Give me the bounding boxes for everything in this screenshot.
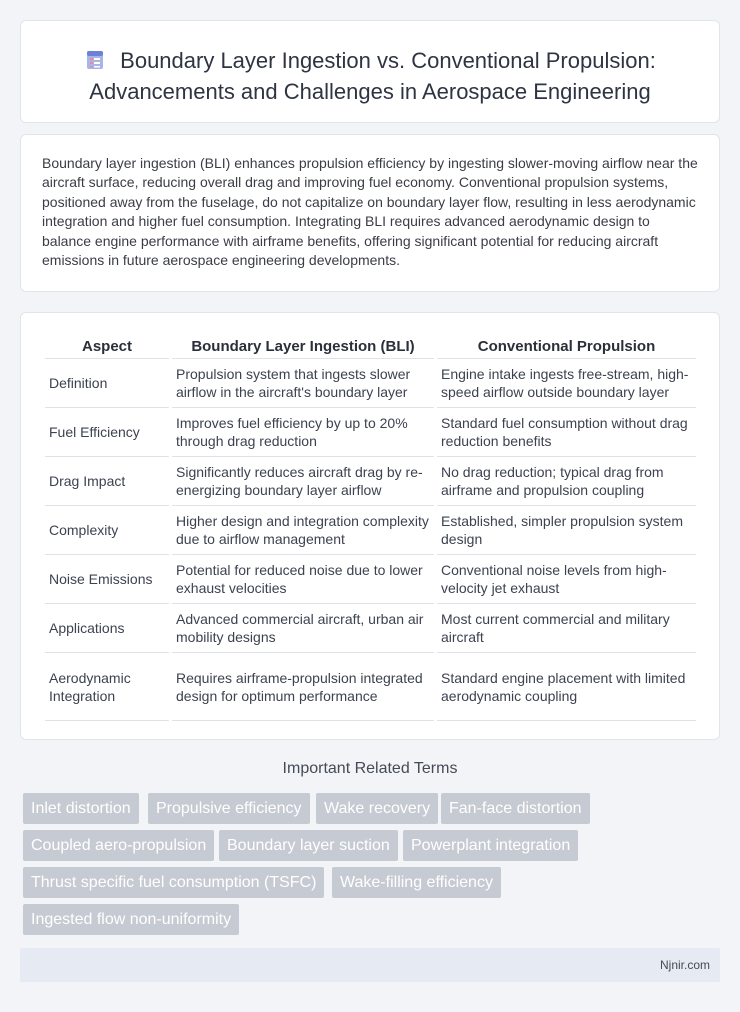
cell-bli: Potential for reduced noise due to lower exhaust velocities [172,555,434,604]
cell-bli: Significantly reduces aircraft drag by re-energizing boundary layer airflow [172,457,434,506]
cell-bli: Advanced commercial aircraft, urban air mobility designs [172,604,434,653]
comparison-table [42,333,699,721]
table-row [45,359,696,408]
cell-conventional: Established, simpler propulsion system design [437,506,696,555]
table-row [45,604,696,653]
cell-bli: Propulsion system that ingests slower airflow in the aircraft's boundary layer [172,359,434,408]
related-terms-title: Important Related Terms [282,760,458,777]
cell-bli: Improves fuel efficiency by up to 20% through drag reduction [172,408,434,457]
comparison-card [20,312,720,740]
footer-site-link[interactable]: Njnir.com [659,958,710,972]
footer [20,948,720,982]
cell-aspect: Drag Impact [45,457,169,506]
related-term-tag[interactable]: Ingested flow non-uniformity [23,904,239,935]
intro-card [20,134,720,292]
related-term-tag[interactable]: Coupled aero-propulsion [23,830,214,861]
column-header-aspect: Aspect [45,333,169,359]
page-title: Boundary Layer Ingestion vs. Conventional Propulsion: Advancements and Challenges in Aerospace Engineering [89,48,656,104]
related-term-tag[interactable]: Boundary layer suction [219,830,398,861]
table-row [45,555,696,604]
cell-conventional: No drag reduction; typical drag from airframe and propulsion coupling [437,457,696,506]
table-row [45,408,696,457]
cell-aspect: Fuel Efficiency [45,408,169,457]
related-term-tag[interactable]: Wake recovery [316,793,438,824]
intro-paragraph: Boundary layer ingestion (BLI) enhances propulsion efficiency by ingesting slower-moving airflow near the aircraft surface, reducing overall drag and improving fuel economy. Conventional propulsion systems, positioned away from the fuselage, do not capitalize on boundary layer flow, resulting in less aerodynamic integration and higher fuel consumption. Integrating BLI requires advanced aerodynamic design to balance engine performance with airframe benefits, offering significant potential for reducing aircraft emissions in future aerospace engineering developments. [42,155,698,269]
cell-bli: Higher design and integration complexity due to airflow management [172,506,434,555]
related-term-tag[interactable]: Inlet distortion [23,793,139,824]
cell-conventional: Most current commercial and military aircraft [437,604,696,653]
cell-aspect: Definition [45,359,169,408]
cell-aspect: Applications [45,604,169,653]
page-title-wrap [21,45,719,107]
cell-conventional: Standard engine placement with limited aerodynamic coupling [437,653,696,721]
column-header-conventional: Conventional Propulsion [437,333,696,359]
related-term-tag[interactable]: Propulsive efficiency [148,793,310,824]
table-row [45,506,696,555]
table-row [45,653,696,721]
cell-aspect: Noise Emissions [45,555,169,604]
cell-conventional: Standard fuel consumption without drag reduction benefits [437,408,696,457]
cell-aspect: Complexity [45,506,169,555]
related-term-tag[interactable]: Wake-filling efficiency [332,867,501,898]
cell-conventional: Conventional noise levels from high-velocity jet exhaust [437,555,696,604]
table-row [45,457,696,506]
column-header-bli: Boundary Layer Ingestion (BLI) [172,333,434,359]
title-card [20,20,720,123]
cell-bli: Requires airframe-propulsion integrated design for optimum performance [172,653,434,721]
document-icon [84,49,106,71]
related-term-tag[interactable]: Fan-face distortion [441,793,590,824]
related-term-tag[interactable]: Thrust specific fuel consumption (TSFC) [23,867,324,898]
table-header-row [45,333,696,359]
cell-conventional: Engine intake ingests free-stream, high-speed airflow outside boundary layer [437,359,696,408]
related-term-tag[interactable]: Powerplant integration [403,830,578,861]
cell-aspect: Aerodynamic Integration [45,653,169,721]
